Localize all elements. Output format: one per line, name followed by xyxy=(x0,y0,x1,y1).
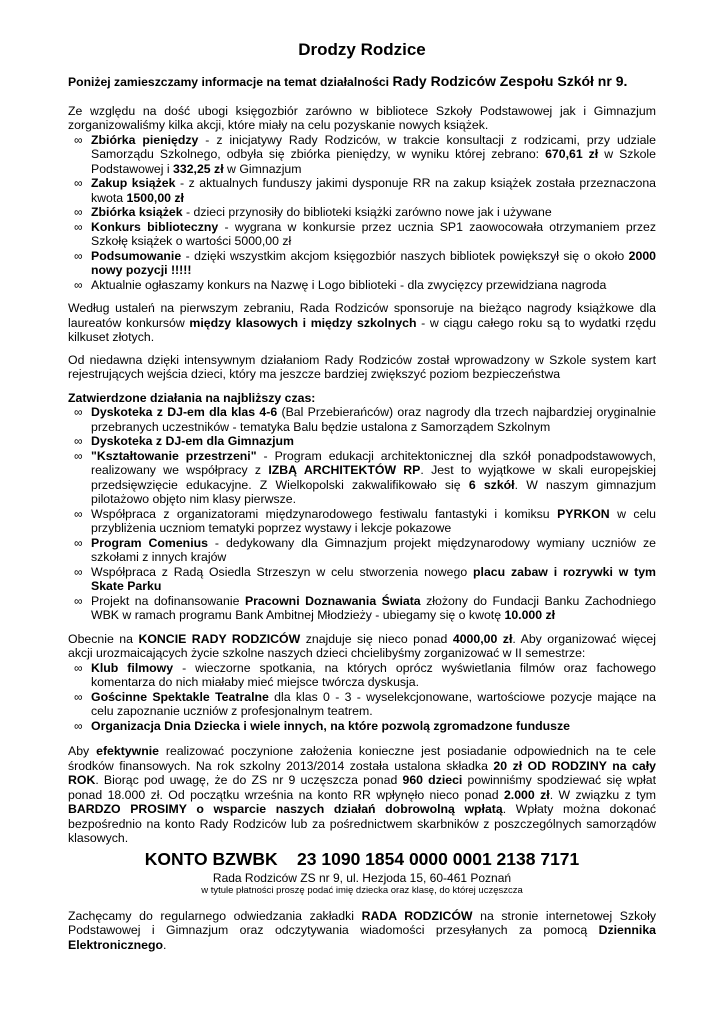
card-system-paragraph: Od niedawna dzięki intensywnym działaniom Rady Rodziców został wprowadzony w Szkole system kart rejestrujących wejścia dzieci, który ma jeszcze bardziej zwiększyć poziom bezpieczeństwa xyxy=(68,352,656,381)
funding-paragraph: Aby efektywnie realizować poczynione założenia konieczne jest posiadanie odpowiednich na te cele środków finansowych. Na rok szkolny 2013/2014 została ustalona składka 20 zł OD RODZINY na cały ROK. Biorąc pod uwagę, że do ZS nr 9 uczęszcza ponad 960 dzieci powinniśmy spodziewać się wpłat ponad 18.000 zł. Od początku września na konto RR wpłynęło nieco ponad 2.000 zł. W związku z tym BARDZO PROSIMY o wsparcie naszych działań dobrowolną wpłatą. Wpłaty można dokonać bezpośrednio na konto Rady Rodziców lub za pośrednictwem skarbników z poszczególnych samorządów klasowych. xyxy=(68,744,656,845)
list-item: ∞ Zbiórka książek - dzieci przynosiły do biblioteki książki zarówno nowe jak i używane xyxy=(68,205,656,220)
books-paragraph: Ze względu na dość ubogi księgozbiór zarówno w bibliotece Szkoły Podstawowej jak i Gimnazjum zorganizowaliśmy kilka akcji, które miały na celu pozyskanie nowych książek. xyxy=(68,103,656,132)
intro-council-name: Rady Rodziców Zespołu Szkół nr 9. xyxy=(392,73,628,89)
list-item: ∞ Konkurs biblioteczny - wygrana w konkursie przez ucznia SP1 zaowocowała otrzymaniem przez Szkołę książek o wartości 5000,00 zł xyxy=(68,220,656,249)
account-holder-address: Rada Rodziców ZS nr 9, ul. Hezjoda 15, 60-461 Poznań xyxy=(212,870,512,885)
list-item: ∞ Klub filmowy - wieczorne spotkania, na których oprócz wyświetlania filmów oraz fachowego komentarza do nich miałaby mieć miejsce twórcza dyskusja. xyxy=(68,661,656,690)
bank-account-number: KONTO BZWBK 23 1090 1854 0000 0001 2138 7171 xyxy=(144,848,580,869)
balance-paragraph: Obecnie na KONCIE RADY RODZICÓW znajduje się nieco ponad 4000,00 zł. Aby organizować więcej akcji urozmaicających życie szkolne naszych dzieci chcielibyśmy zorganizować w II semestrze: xyxy=(68,631,657,660)
semester-plans-list xyxy=(68,661,656,734)
planned-list xyxy=(68,405,656,623)
list-item: ∞ Podsumowanie - dzięki wszystkim akcjom księgozbiór naszych bibliotek powiększył się o około 2000 nowy pozycji !!!!! xyxy=(68,249,656,278)
list-item: ∞ Współpraca z organizatorami międzynarodowego festiwalu fantastyki i komiksu PYRKON w celu przybliżenia uczniom tematyki poprzez wystawy i lekcje pokazowe xyxy=(68,507,656,536)
planned-heading: Zatwierdzone działania na najbliższy czas: xyxy=(68,390,316,405)
awards-paragraph: Według ustaleń na pierwszym zebraniu, Rada Rodziców sponsoruje na bieżąco nagrody książkowe dla laureatów konkursów między klasowych i między szkolnych - w ciągu całego roku są to wydatki rzędu kilkuset złotych. xyxy=(68,301,656,344)
payment-title-note: w tytule płatności proszę podać imię dziecka oraz klasę, do której uczęszcza xyxy=(201,884,523,896)
list-item: ∞ Dyskoteka z DJ-em dla Gimnazjum xyxy=(68,434,656,449)
list-item: ∞ Projekt na dofinansowanie Pracowni Doznawania Świata złożony do Fundacji Banku Zachodniego WBK w ramach programu Bank Ambitnej Młodzieży - ubiegamy się o kwotę 10.000 zł xyxy=(68,594,656,623)
page-title: Drodzy Rodzice xyxy=(298,40,426,59)
list-item: ∞ "Kształtowanie przestrzeni" - Program edukacji architektonicznej dla szkół ponadpodstawowych, realizowany we współpracy z IZBĄ ARCHITEKTÓW RP. Jest to wyjątkowe w skali europejskiej przedsięwzięcie edukacyjne. Z Wielkopolski zakwalifikowało się 6 szkół. W naszym gimnazjum pilotażowo objęto nim klasy pierwsze. xyxy=(68,449,656,507)
list-item: ∞ Gościnne Spektakle Teatralne dla klas 0 - 3 - wyselekcjonowane, wartościowe pozycje mające na celu zapoznanie uczniów z profesjonalnym teatrem. xyxy=(68,690,656,719)
list-item: ∞ Program Comenius - dedykowany dla Gimnazjum projekt międzynarodowy wymiany uczniów ze szkołami z innych krajów xyxy=(68,536,656,565)
list-item: ∞ Współpraca z Radą Osiedla Strzeszyn w celu stworzenia nowego placu zabaw i rozrywki w tym Skate Parku xyxy=(68,565,656,594)
closing-paragraph: Zachęcamy do regularnego odwiedzania zakładki RADA RODZICÓW na stronie internetowej Szkoły Podstawowej i Gimnazjum oraz odczytywania wiadomości przesyłanych za pomocą Dziennika Elektronicznego. xyxy=(68,908,656,952)
list-item: ∞ Zakup książek - z aktualnych funduszy jakimi dysponuje RR na zakup książek została przeznaczona kwota 1500,00 zł xyxy=(68,176,656,205)
list-item: ∞ Zbiórka pieniędzy - z inicjatywy Rady Rodziców, w trakcie konsultacji z rodzicami, przy udziale Samorządu Szkolnego, odbyła się zbiórka pieniędzy, w wyniku której zebrano: 670,61 zł w Szkole Podstawowej i 332,25 zł w Gimnazjum xyxy=(68,133,656,177)
list-item: ∞ Aktualnie ogłaszamy konkurs na Nazwę i Logo biblioteki - dla zwycięzcy przewidziana nagroda xyxy=(68,278,656,293)
list-item: ∞ Organizacja Dnia Dziecka i wiele innych, na które pozwolą zgromadzone fundusze xyxy=(68,719,656,734)
intro-lead: Poniżej zamieszczamy informacje na temat działalności xyxy=(68,75,393,89)
list-item: ∞ Dyskoteka z DJ-em dla klas 4-6 (Bal Przebierańców) oraz nagrody dla trzech najbardziej oryginalnie przebranych uczestników - tematyka Balu będzie ustalona z Samorządem Szkolnym xyxy=(68,405,656,434)
books-list xyxy=(68,133,656,293)
intro-line xyxy=(68,74,656,90)
